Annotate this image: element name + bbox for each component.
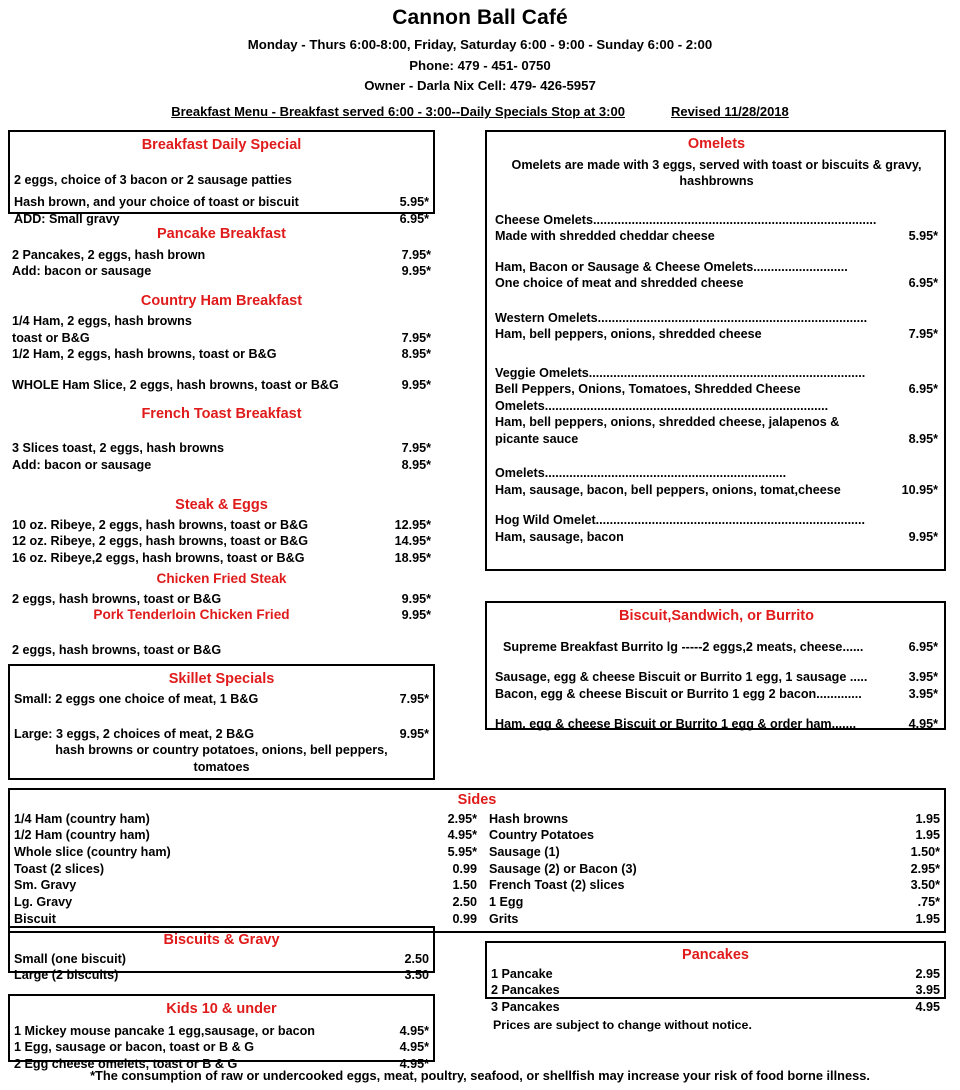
omelet-item	[495, 310, 938, 343]
menu-row	[14, 726, 429, 743]
item-heading: Omelets.....................................................................	[495, 466, 787, 481]
item-price: 4.95*	[399, 1056, 429, 1071]
item-price: 8.95*	[401, 458, 431, 473]
item-price: 6.95*	[908, 276, 938, 291]
section-steak-and-eggs	[8, 496, 435, 567]
menu-row	[14, 194, 429, 211]
menu-row	[14, 827, 477, 844]
sides-left-list	[14, 811, 477, 927]
menu-row	[12, 247, 431, 264]
menu-row	[14, 811, 477, 828]
item-name: Grits	[489, 911, 519, 926]
section-title: Omelets	[687, 136, 746, 153]
item-name: 16 oz. Ribeye,2 eggs, hash browns, toast or B&G	[12, 551, 305, 566]
section-title: Chicken Fried Steak	[156, 570, 287, 586]
section-title: Biscuits & Gravy	[163, 932, 280, 949]
section-title: Steak & Eggs	[175, 496, 268, 513]
item-price: 3.95*	[908, 670, 938, 685]
menu-header	[0, 0, 960, 121]
item-name: 12 oz. Ribeye, 2 eggs, hash browns, toast or B&G	[12, 534, 309, 549]
owner-line: Owner - Darla Nix Cell: 479- 426-5957	[364, 78, 596, 93]
item-heading: Western Omelets.............................................................................	[495, 310, 868, 325]
item-name: 1/2 Ham (country ham)	[14, 828, 150, 843]
item-name: Ham, sausage, bacon, bell peppers, onions, tomat,cheese	[495, 482, 841, 497]
item-price: 5.95*	[908, 229, 938, 244]
item-price: 6.95*	[908, 382, 938, 397]
menu-row	[489, 877, 940, 894]
section-title: Breakfast Daily Special	[141, 137, 302, 154]
section-pancake-breakfast	[8, 225, 435, 279]
item-price: 7.95*	[401, 247, 431, 262]
section-sides	[8, 788, 946, 933]
item-price: 0.99	[452, 911, 477, 926]
menu-row	[12, 550, 431, 567]
section-kids	[8, 994, 435, 1071]
item-price: 2.95*	[447, 811, 477, 826]
menu-row	[489, 894, 940, 911]
menu-row	[14, 861, 477, 878]
omelet-item	[495, 259, 938, 292]
item-price: 0.99	[452, 861, 477, 876]
menu-row	[12, 533, 431, 550]
menu-row	[495, 669, 938, 686]
item-price: 4.95*	[399, 1023, 429, 1038]
item-price: 2.95	[915, 966, 940, 981]
item-name: Whole slice (country ham)	[14, 845, 171, 860]
item-price: 6.95*	[908, 639, 938, 654]
omelet-item	[495, 365, 938, 398]
item-heading: Ham, Bacon or Sausage & Cheese Omelets...........................	[495, 259, 848, 274]
item-heading: Veggie Omelets...............................................................................	[495, 365, 866, 380]
menu-row	[489, 811, 940, 828]
section-title: French Toast Breakfast	[141, 406, 302, 423]
menu-row	[12, 263, 431, 280]
menu-row	[12, 591, 431, 608]
item-name: Hash brown, and your choice of toast or biscuit	[14, 195, 299, 210]
item-price: 10.95*	[901, 482, 938, 497]
item-price: 1.95	[915, 911, 940, 926]
item-price: 3.95	[915, 983, 940, 998]
section-title: Country Ham Breakfast	[140, 292, 303, 309]
item-price: 2.50	[404, 951, 429, 966]
menu-served-text: Breakfast Menu - Breakfast served 6:00 - 3:00--Daily Specials Stop at 3:00	[171, 104, 625, 120]
menu-row	[14, 967, 429, 984]
menu-row	[12, 517, 431, 534]
item-price: 7.95*	[401, 441, 431, 456]
subsection-title: Pork Tenderloin Chicken Fried	[93, 607, 290, 623]
section-chicken-fried-steak	[8, 571, 435, 659]
item-price: 14.95*	[394, 534, 431, 549]
consumption-footnote: *The consumption of raw or undercooked eggs, meat, poultry, seafood, or shellfish may increase your risk of food borne illness.	[90, 1068, 870, 1083]
menu-row	[495, 326, 938, 343]
item-name: Add: bacon or sausage	[12, 264, 152, 279]
sides-right-list	[477, 811, 940, 927]
item-price: 2.95*	[910, 861, 940, 876]
section-title: Pancakes	[682, 947, 749, 964]
menu-columns	[0, 130, 960, 778]
item-price: .75*	[917, 894, 940, 909]
phone-line: Phone: 479 - 451- 0750	[409, 57, 551, 73]
item-name: Small: 2 eggs one choice of meat, 1 B&G	[14, 691, 259, 706]
section-country-ham-breakfast	[8, 292, 435, 394]
menu-row	[14, 1023, 429, 1040]
menu-row-pork-tenderloin	[12, 607, 431, 624]
menu-row	[14, 1039, 429, 1056]
item-heading: Hog Wild Omelet.............................................................................	[495, 513, 866, 528]
item-name: Biscuit	[14, 911, 56, 926]
omelet-item	[495, 512, 938, 545]
menu-row	[12, 346, 431, 363]
section-title: Kids 10 & under	[166, 1001, 277, 1018]
item-name: toast or B&G	[12, 330, 90, 345]
section-pancakes	[485, 941, 946, 1014]
section-title: Pancake Breakfast	[157, 226, 286, 243]
menu-row	[495, 228, 938, 245]
item-heading: Cheese Omelets.................................................................................	[495, 212, 877, 227]
item-name: Sausage (2) or Bacon (3)	[489, 861, 637, 876]
item-price: 4.95	[915, 999, 940, 1014]
omelet-item	[495, 212, 938, 245]
menu-row	[491, 982, 940, 999]
item-name: One choice of meat and shredded cheese	[495, 276, 744, 291]
item-price: 4.95*	[399, 1040, 429, 1055]
item-name: 3 Slices toast, 2 eggs, hash browns	[12, 441, 225, 456]
item-name: Ham, bell peppers, onions, shredded cheese	[495, 327, 762, 342]
item-price: 8.95*	[908, 431, 938, 446]
item-name: French Toast (2) slices	[489, 878, 625, 893]
menu-row	[495, 482, 938, 499]
item-name: Ham, bell peppers, onions, shredded cheese, jalapenos & picante sauce	[495, 415, 840, 446]
section-omelets	[485, 130, 946, 571]
item-name: Sm. Gravy	[14, 878, 77, 893]
item-heading: Omelets.................................................................................	[495, 398, 829, 413]
menu-row	[12, 377, 431, 394]
section-title: Biscuit,Sandwich, or Burrito	[619, 608, 814, 625]
menu-row	[495, 716, 938, 733]
menu-row	[489, 861, 940, 878]
item-price: 4.95*	[908, 717, 938, 732]
item-price: 4.95*	[447, 828, 477, 843]
item-name: ADD: Small gravy	[14, 211, 120, 226]
item-name: 10 oz. Ribeye, 2 eggs, hash browns, toast or B&G	[12, 517, 309, 532]
section-french-toast-breakfast	[8, 405, 435, 473]
section-breakfast-daily-special	[8, 130, 435, 226]
item-name: 1/2 Ham, 2 eggs, hash browns, toast or B&G	[12, 347, 277, 362]
menu-row	[495, 529, 938, 546]
item-price: 7.95*	[401, 330, 431, 345]
item-price: 1.50*	[910, 845, 940, 860]
item-name: Country Potatoes	[489, 828, 594, 843]
menu-row	[14, 951, 429, 968]
section-lead: 1/4 Ham, 2 eggs, hash browns	[12, 313, 192, 328]
item-price: 9.95*	[399, 726, 429, 741]
item-name: Supreme Breakfast Burrito lg -----2 eggs,2 meats, cheese......	[503, 639, 864, 654]
section-title: Sides	[457, 792, 497, 809]
item-name: Hash browns	[489, 811, 569, 826]
bottom-sections	[0, 919, 960, 1079]
menu-row	[14, 844, 477, 861]
item-name: WHOLE Ham Slice, 2 eggs, hash browns, toast or B&G	[12, 377, 339, 392]
section-skillet-specials	[8, 664, 435, 780]
price-change-disclaimer: Prices are subject to change without notice.	[493, 1018, 752, 1032]
menu-row	[491, 999, 940, 1016]
item-name: 2 eggs, hash browns, toast or B&G	[12, 591, 222, 606]
page-title: Cannon Ball Café	[392, 6, 568, 29]
item-name: Lg. Gravy	[14, 894, 73, 909]
item-price: 18.95*	[394, 551, 431, 566]
menu-served-line	[171, 104, 789, 119]
left-column	[8, 130, 435, 779]
section-description: Omelets are made with 3 eggs, served with toast or biscuits & gravy, hashbrowns	[511, 157, 922, 189]
item-price: 1.95	[915, 828, 940, 843]
menu-row	[495, 381, 938, 398]
menu-row	[491, 966, 940, 983]
menu-row	[14, 691, 429, 708]
item-price: 9.95*	[401, 591, 431, 606]
item-name: Bell Peppers, Onions, Tomatoes, Shredded Cheese	[495, 382, 801, 397]
hours-line: Monday - Thurs 6:00-8:00, Friday, Saturday 6:00 - 9:00 - Sunday 6:00 - 2:00	[247, 37, 713, 53]
item-name: Large (2 biscuits)	[14, 968, 119, 983]
item-name: 2 Pancakes	[491, 983, 560, 998]
right-column	[485, 130, 946, 730]
menu-row	[12, 330, 431, 347]
item-name: 1/4 Ham (country ham)	[14, 811, 150, 826]
item-price: 1.50	[452, 878, 477, 893]
item-price: 1.95	[915, 811, 940, 826]
item-name: 1 Mickey mouse pancake 1 egg,sausage, or bacon	[14, 1023, 315, 1038]
item-price: 5.95*	[447, 845, 477, 860]
menu-row	[495, 414, 938, 447]
item-name: Sausage, egg & cheese Biscuit or Burrito 1 egg, 1 sausage .....	[495, 670, 868, 685]
section-footer-note: hash browns or country potatoes, onions, bell peppers, tomatoes	[55, 743, 388, 774]
item-name: Small (one biscuit)	[14, 951, 126, 966]
section-biscuits-and-gravy	[8, 926, 435, 983]
menu-row	[495, 639, 938, 656]
item-name: Ham, sausage, bacon	[495, 529, 624, 544]
section-biscuit-sandwich-burrito	[485, 601, 946, 730]
item-price: 2.50	[452, 894, 477, 909]
menu-row	[489, 827, 940, 844]
item-name: Toast (2 slices)	[14, 861, 105, 876]
section-lead: 2 eggs, choice of 3 bacon or 2 sausage patties	[14, 172, 292, 187]
menu-row	[12, 457, 431, 474]
subsection-desc: 2 eggs, hash browns, toast or B&G	[12, 643, 222, 658]
item-name: 1 Egg, sausage or bacon, toast or B & G	[14, 1040, 255, 1055]
item-price: 6.95*	[399, 211, 429, 226]
item-price: 9.95*	[401, 608, 431, 623]
revised-date: Revised 11/28/2018	[670, 104, 789, 120]
item-price: 7.95*	[908, 327, 938, 342]
item-price: 9.95*	[401, 264, 431, 279]
menu-row	[489, 844, 940, 861]
item-price: 3.50	[404, 968, 429, 983]
omelet-item	[495, 398, 938, 448]
item-price: 8.95*	[401, 347, 431, 362]
menu-row	[495, 686, 938, 703]
item-price: 12.95*	[394, 517, 431, 532]
section-title: Skillet Specials	[168, 670, 275, 687]
item-name: Sausage (1)	[489, 845, 560, 860]
item-price: 9.95*	[401, 377, 431, 392]
item-price: 3.95*	[908, 686, 938, 701]
item-name: 2 Pancakes, 2 eggs, hash brown	[12, 247, 206, 262]
item-name: Large: 3 eggs, 2 choices of meat, 2 B&G	[14, 726, 255, 741]
item-name: 1 Egg	[489, 894, 524, 909]
item-name: 1 Pancake	[491, 966, 553, 981]
menu-row	[12, 440, 431, 457]
item-name: 2 Egg cheese omelets, toast or B & G	[14, 1056, 238, 1071]
item-price: 5.95*	[399, 195, 429, 210]
item-name: Ham, egg & cheese Biscuit or Burrito 1 egg & order ham.......	[495, 717, 857, 732]
item-price: 3.50*	[910, 878, 940, 893]
item-price: 7.95*	[399, 691, 429, 706]
item-price: 9.95*	[908, 529, 938, 544]
omelet-item	[495, 465, 938, 498]
sides-wrapper	[0, 788, 960, 926]
item-name: Made with shredded cheddar cheese	[495, 229, 715, 244]
item-name: 3 Pancakes	[491, 999, 560, 1014]
menu-row	[14, 877, 477, 894]
item-name: Add: bacon or sausage	[12, 458, 152, 473]
menu-row	[14, 894, 477, 911]
menu-row	[495, 275, 938, 292]
item-name: Bacon, egg & cheese Biscuit or Burrito 1 egg 2 bacon.............	[495, 686, 862, 701]
